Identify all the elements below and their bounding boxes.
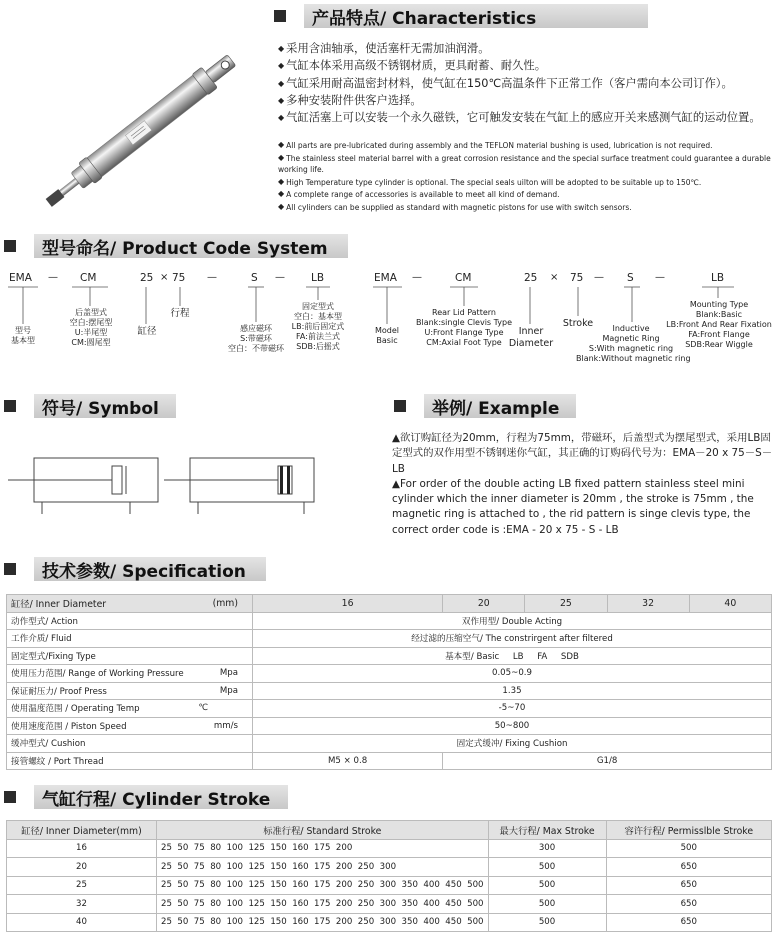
example-title: 举例/ Example	[424, 394, 576, 418]
table-row	[7, 876, 772, 895]
specification-table	[6, 594, 772, 770]
code-dash: —	[48, 272, 58, 283]
code-token-model-en: EMA	[374, 272, 397, 284]
table-cell: 固定式缓冲/ Fixing Cushion	[253, 735, 772, 753]
example-body	[392, 431, 776, 538]
table-cell: 经过滤的压缩空气/ The constrirgent after filtered	[253, 630, 772, 648]
cylinder-photo	[6, 38, 268, 230]
symbol-header	[4, 394, 176, 418]
table-row	[7, 665, 772, 683]
section-square-icon	[274, 10, 286, 22]
table-row	[7, 752, 772, 770]
table-cell: 32	[607, 595, 689, 613]
table-cell: 25 50 75 80 100 125 150 160 175 200	[157, 839, 489, 858]
list-item: ◆ 多种安装附件供客户选择。	[278, 92, 773, 109]
cylinder-stroke-header	[4, 785, 288, 809]
table-cell: 16	[253, 595, 443, 613]
table-row	[7, 700, 772, 718]
section-square-icon	[4, 400, 16, 412]
table-cell: 标准行程/ Standard Stroke	[157, 821, 489, 840]
table-cell: 500	[488, 876, 606, 895]
table-row	[7, 682, 772, 700]
code-token-mount-en: LB	[711, 272, 725, 284]
table-cell: 650	[606, 858, 771, 877]
code-token-magnet: S	[251, 272, 258, 284]
list-item: ◆ All parts are pre-lubricated during assembly and the TEFLON material bushing is used, lubrication is not required.	[278, 139, 773, 152]
table-cell: 保证耐压力/ Proof Press Mpa	[7, 682, 253, 700]
table-cell: 缸径/ Inner Diameter (mm)	[7, 595, 253, 613]
table-cell: 0.05~0.9	[253, 665, 772, 683]
table-cell: 500	[606, 839, 771, 858]
list-item: ◆ 气缸活塞上可以安装一个永久磁铁，它可触发安装在气缸上的感应开关来感测气缸的运动位置。	[278, 109, 773, 126]
table-cell: 20	[443, 595, 525, 613]
table-cell: 最大行程/ Max Stroke	[488, 821, 606, 840]
example-header	[394, 394, 576, 418]
code-token-bore: 25	[140, 272, 154, 284]
list-item: ◆ 采用含油轴承，使活塞杆无需加油润滑。	[278, 40, 773, 57]
code-token-bore-en: 25	[524, 272, 538, 284]
code-system-header	[4, 234, 348, 258]
table-cell: M5 × 0.8	[253, 752, 443, 770]
table-cell: 1.35	[253, 682, 772, 700]
code-token-stroke: 75	[172, 272, 186, 284]
section-square-icon	[4, 563, 16, 575]
table-cell: 650	[606, 895, 771, 914]
section-square-icon	[4, 240, 16, 252]
table-cell: 25	[525, 595, 607, 613]
table-row	[7, 612, 772, 630]
code-system-title: 型号命名/ Product Code System	[34, 234, 348, 258]
code-dash: —	[275, 272, 285, 283]
code-desc-bore-en: Inner Diameter	[508, 326, 554, 349]
cylinder-symbol-diagram	[8, 440, 338, 520]
table-row	[7, 839, 772, 858]
table-cell: 25 50 75 80 100 125 150 160 175 200 250 300 350 400 450 500	[157, 895, 489, 914]
code-desc-rear: 后盖型式 空白:摆尾型 U:半尾型 CM:圆尾型	[69, 308, 113, 347]
table-cell: 650	[606, 876, 771, 895]
table-cell: 16	[7, 839, 157, 858]
code-token-model: EMA	[9, 272, 32, 284]
table-cell: 40	[689, 595, 771, 613]
table-row	[7, 735, 772, 753]
table-cell: 25 50 75 80 100 125 150 160 175 200 250 300 350 400 450 500	[157, 876, 489, 895]
list-item: ◆ High Temperature type cylinder is optional. The special seals uilton will be adopted to be suitable up to 150℃.	[278, 176, 773, 189]
table-cell: 双作用型/ Double Acting	[253, 612, 772, 630]
section-square-icon	[394, 400, 406, 412]
table-row	[7, 913, 772, 932]
specification-title: 技术参数/ Specification	[34, 557, 266, 581]
code-token-stroke-en: 75	[570, 272, 584, 284]
code-desc-rear-en: Rear Lid Pattern Blank:single Clevis Type U:Front Flange Type CM:Axial Foot Type	[416, 308, 513, 347]
list-item: ◆ 气缸本体采用高级不锈钢材质，更具耐蓄、耐久性。	[278, 57, 773, 74]
specification-header	[4, 557, 266, 581]
table-cell: 32	[7, 895, 157, 914]
code-dash: —	[412, 272, 422, 283]
table-row	[7, 895, 772, 914]
code-x: ×	[550, 272, 559, 283]
characteristics-title: 产品特点/ Characteristics	[304, 4, 648, 28]
list-item: ◆ A complete range of accessories is available to meet all kind of demand.	[278, 188, 773, 201]
table-cell: G1/8	[443, 752, 772, 770]
code-token-rear-en: CM	[455, 272, 472, 284]
code-token-mount: LB	[311, 272, 325, 284]
section-square-icon	[4, 791, 16, 803]
code-dash: —	[655, 272, 665, 283]
table-cell: 接管螺纹 / Port Thread	[7, 752, 253, 770]
cylinder-stroke-table	[6, 820, 772, 932]
table-cell: 50~800	[253, 717, 772, 735]
table-cell: 使用速度范围 / Piston Speed mm/s	[7, 717, 253, 735]
example-en-text: ▲For order of the double acting LB fixed pattern stainless steel mini cylinder which the inner diameter is 20mm , the stroke is 75mm , the magnetic ring is attached to , the rid pattern is singe clevis type, the correct order code is :EMA - 20 x 75 - S - LB	[392, 477, 754, 536]
code-desc-mount: 固定型式 空白：基本型 LB:前后固定式 FA:前法兰式 SDB:后摇式	[291, 302, 345, 351]
table-row	[7, 630, 772, 648]
table-cell: 25 50 75 80 100 125 150 160 175 200 250 300	[157, 858, 489, 877]
code-dash: —	[207, 272, 217, 283]
table-cell: 500	[488, 895, 606, 914]
table-cell: 固定型式/Fixing Type	[7, 647, 253, 665]
table-cell: 缓冲型式/ Cushion	[7, 735, 253, 753]
code-token-magnet-en: S	[627, 272, 634, 284]
table-cell: 40	[7, 913, 157, 932]
code-desc-mount-en: Mounting Type Blank:Basic LB:Front And Rear Fixation FA:Front Flange SDB:Rear Wiggle	[666, 300, 772, 349]
table-cell: 25 50 75 80 100 125 150 160 175 200 250 300 350 400 450 500	[157, 913, 489, 932]
code-desc-stroke-en: Stroke	[562, 318, 594, 329]
table-cell: 25	[7, 876, 157, 895]
characteristics-cn-list	[278, 40, 773, 126]
table-row	[7, 717, 772, 735]
characteristics-en-list	[278, 139, 773, 213]
code-x: ×	[160, 272, 169, 283]
cylinder-stroke-title: 气缸行程/ Cylinder Stroke	[34, 785, 288, 809]
table-cell: 动作型式/ Action	[7, 612, 253, 630]
table-row	[7, 647, 772, 665]
table-header-row	[7, 821, 772, 840]
table-cell: 650	[606, 913, 771, 932]
table-cell: 使用温度范围 / Operating Temp ℃	[7, 700, 253, 718]
example-cn-text: ▲欲订购缸径为20mm，行程为75mm，带磁环，后盖型式为摆尾型式，采用LB固定型式的双作用型不锈钢迷你气缸，其正确的订购码代号为：EMA－20 x 75－S－LB	[392, 432, 773, 475]
table-cell: 缸径/ Inner Diameter(mm)	[7, 821, 157, 840]
list-item: ◆ All cylinders can be supplied as standard with magnetic pistons for use with switch sensors.	[278, 201, 773, 214]
list-item: ◆ The stainless steel material barrel with a great corrosion resistance and the special surface treatment could guarantee a durable working life.	[278, 152, 773, 176]
characteristics-header	[274, 4, 648, 28]
table-cell: 500	[488, 858, 606, 877]
code-dash: —	[594, 272, 604, 283]
code-token-rear: CM	[80, 272, 97, 284]
table-cell: 500	[488, 913, 606, 932]
code-desc-model-en: Model Basic	[374, 326, 400, 345]
code-desc-bore: 缸径	[137, 326, 157, 337]
table-cell: 工作介质/ Fluid	[7, 630, 253, 648]
code-desc-magnet-en: Inductive Magnetic Ring S:With magnetic ring Blank:Without magnetic ring	[576, 324, 691, 363]
code-desc-magnet: 感应磁环 S:带磁环 空白：不带磁环	[228, 324, 284, 353]
table-row	[7, 858, 772, 877]
code-system-diagram	[0, 270, 776, 380]
table-header-row	[7, 595, 772, 613]
list-item: ◆ 气缸采用耐高温密封材料，使气缸在150℃高温条件下正常工作（客户需向本公司订作）。	[278, 75, 773, 92]
table-cell: 使用压力范围/ Range of Working Pressure Mpa	[7, 665, 253, 683]
code-desc-stroke: 行程	[170, 308, 190, 319]
table-cell: 300	[488, 839, 606, 858]
table-cell: 基本型/ Basic LB FA SDB	[253, 647, 772, 665]
code-desc-model: 型号 基本型	[11, 326, 35, 345]
table-cell: 20	[7, 858, 157, 877]
table-cell: 容许行程/ Permisslble Stroke	[606, 821, 771, 840]
table-cell: -5~70	[253, 700, 772, 718]
symbol-title: 符号/ Symbol	[34, 394, 176, 418]
